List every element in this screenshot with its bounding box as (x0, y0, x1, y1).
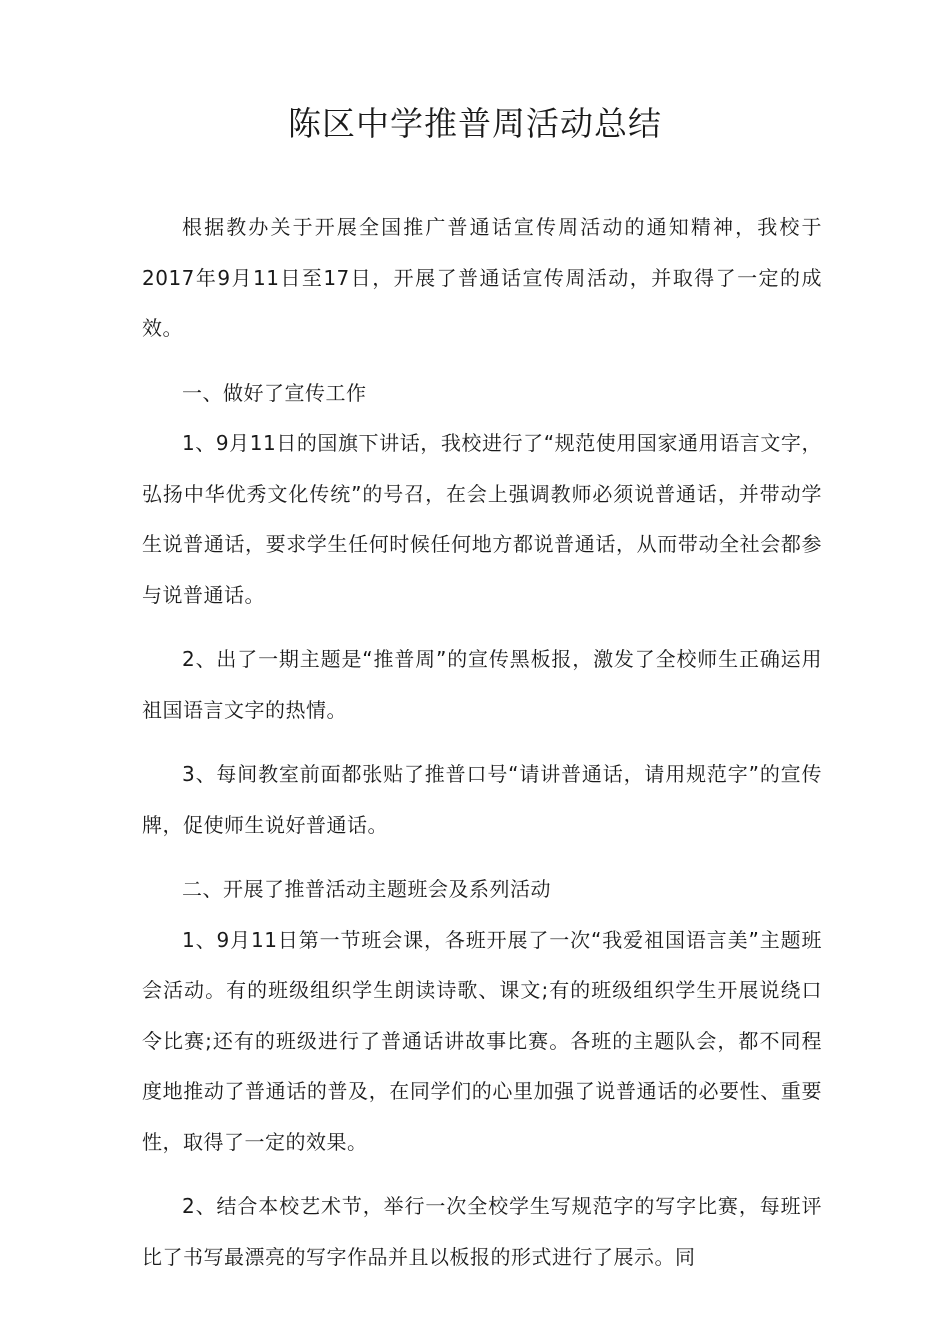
paragraph-1-1: 1、9月11日的国旗下讲话，我校进行了“规范使用国家通用语言文字，弘扬中华优秀文化传统”的号召，在会上强调教师必须说普通话，并带动学生说普通话，要求学生任何时候任何地方都说普通话，从而带动全社会都参与说普通话。 (142, 431, 822, 607)
paragraph-1-2: 2、出了一期主题是“推普周”的宣传黑板报，激发了全校师生正确运用祖国语言文字的热情。 (142, 647, 822, 722)
document-title: 陈区中学推普周活动总结 (288, 104, 662, 143)
paragraph-2-1: 1、9月11日第一节班会课，各班开展了一次“我爱祖国语言美”主题班会活动。有的班级组织学生朗读诗歌、课文;有的班级组织学生开展说绕口令比赛;还有的班级进行了普通话讲故事比赛。各班的主题队会，都不同程度地推动了普通话的普及，在同学们的心里加强了说普通话的必要性、重要性，取得了一定的效果。 (142, 927, 822, 1154)
intro-paragraph: 根据教办关于开展全国推广普通话宣传周活动的通知精神，我校于2017年9月11日至17日，开展了普通话宣传周活动，并取得了一定的成效。 (142, 215, 822, 340)
document-body (142, 202, 822, 1282)
section-heading-1: 一、做好了宣传工作 (182, 380, 367, 405)
paragraph-1-3: 3、每间教室前面都张贴了推普口号“请讲普通话，请用规范字”的宣传牌，促使师生说好普通话。 (142, 762, 822, 837)
section-heading-2: 二、开展了推普活动主题班会及系列活动 (182, 877, 551, 901)
paragraph-2-2: 2、结合本校艺术节，举行一次全校学生写规范字的写字比赛，每班评比了书写最漂亮的写字作品并且以板报的形式进行了展示。同 (142, 1194, 822, 1269)
